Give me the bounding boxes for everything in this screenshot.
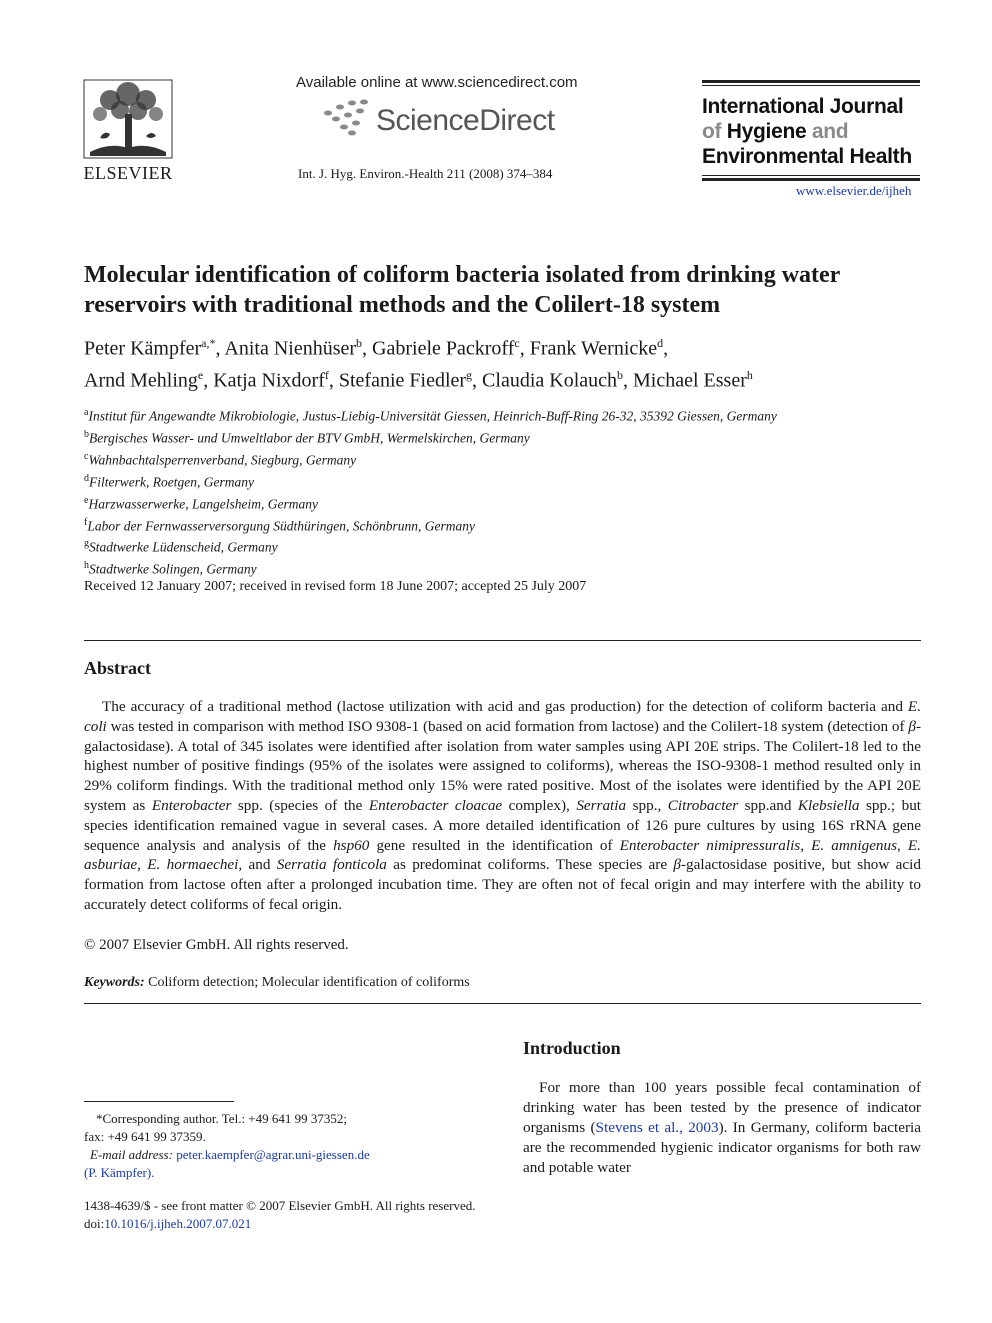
abstract-segment: spp.; but species identification remained vague in several cases. A more detailed identification of 126 pure cultures by using 16S rRNA gene sequence analysis and analysis of the <box>84 796 922 854</box>
abstract-italic-term: Serratia fonticola <box>276 856 387 874</box>
masthead-rule <box>702 175 920 176</box>
abstract-italic-term: β <box>673 856 681 874</box>
abstract-copyright: © 2007 Elsevier GmbH. All rights reserved. <box>84 937 349 953</box>
affiliation-mark: g <box>84 538 89 550</box>
received-dates: Received 12 January 2007; received in revised form 18 June 2007; accepted 25 July 2007 <box>84 579 587 594</box>
tree-icon <box>80 78 176 160</box>
footnote-phone: *Corresponding author. Tel.: +49 641 99 37352; <box>96 1111 347 1126</box>
author-name: Michael Esser <box>633 369 747 392</box>
abstract-segment: -galactosidase). A total of 345 isolates were identified after isolation from water samples using API 20E strips. The Colilert-18 led to the highest number of positive findings (95% of the isolates were assigned to coliforms), whereas the ISO-9308-1 method resulted only in 29% coliform findings. With the traditional method only 15% were rated positive. Most of the isolates were identified by the API 20E system as <box>84 717 921 814</box>
affiliation-item <box>84 492 924 514</box>
affiliation-item <box>84 426 924 448</box>
masthead-rule <box>702 80 920 83</box>
abstract-segment: was tested in comparison with method ISO 9308-1 (based on acid formation from lactose) and the Colilert-18 system (detection of <box>106 717 909 735</box>
affiliation-text: Stadtwerke Lüdenscheid, Germany <box>89 539 278 555</box>
abstract-italic-term: β <box>908 717 916 735</box>
abstract-italic-term: Enterobacter cloacae <box>368 796 503 814</box>
affiliation-item <box>84 557 924 579</box>
author-name: Stefanie Fiedler <box>338 369 467 392</box>
introduction-heading: Introduction <box>523 1038 621 1058</box>
journal-name <box>702 94 920 169</box>
doi-link[interactable]: 10.1016/j.ijheh.2007.07.021 <box>104 1216 252 1231</box>
author-affiliation-mark: a,* <box>201 336 216 350</box>
abstract-segment: and <box>242 856 277 874</box>
affiliation-item <box>84 448 924 470</box>
abstract-segment: -galactosidase positive, but show acid formation from lactose often after a prolonged incubation time. They are often not of fecal origin and may interfere with the ability to accurately detect coliforms of fecal origin. <box>84 856 921 913</box>
author-name: Arnd Mehling <box>84 369 198 392</box>
journal-name-line3: Environmental Health <box>702 145 912 168</box>
author-affiliation-mark: f <box>324 367 329 382</box>
footnote-email-line: E-mail address: peter.kaempfer@agrar.uni-giessen.de <box>90 1147 370 1162</box>
affiliation-item <box>84 535 924 557</box>
keywords-label: Keywords: <box>84 975 145 990</box>
section-divider <box>84 640 921 641</box>
abstract-italic-term: E. amnigenus <box>811 836 898 854</box>
abstract-segment: , <box>800 836 812 854</box>
available-online: Available online at www.sciencedirect.com <box>296 74 578 91</box>
affiliation-item <box>84 404 924 426</box>
footnote-rule <box>84 1101 234 1102</box>
citation-link[interactable]: Stevens et al., 2003 <box>595 1119 719 1136</box>
affiliation-mark: b <box>84 428 89 440</box>
affiliation-item <box>84 470 924 492</box>
email-link[interactable]: peter.kaempfer@agrar.uni-giessen.de <box>176 1147 370 1162</box>
affiliation-text: Institut für Angewandte Mikrobiologie, Justus-Liebig-Universität Giessen, Heinrich-Buff-Ring 26-32, 35392 Giessen, Germany <box>88 408 777 424</box>
abstract-segment: The accuracy of a traditional method (lactose utilization with acid and gas production) for the detection of coliform bacteria and <box>102 698 908 715</box>
abstract-italic-term: Klebsiella <box>797 796 860 814</box>
journal-citation: Int. J. Hyg. Environ.-Health 211 (2008) 374–384 <box>298 166 553 181</box>
author-name: Frank Wernicke <box>529 337 658 360</box>
abstract-segment: spp. (species of the <box>231 796 369 814</box>
front-matter <box>84 1197 476 1233</box>
affiliation-text: Stadtwerke Solingen, Germany <box>89 561 257 577</box>
doi-line: doi:10.1016/j.ijheh.2007.07.021 <box>84 1216 252 1231</box>
journal-url-link[interactable]: www.elsevier.de/ijheh <box>796 183 912 198</box>
abstract-italic-term: Serratia <box>576 796 627 814</box>
author-affiliation-mark: d <box>657 336 664 350</box>
author-affiliation-mark: c <box>514 336 520 350</box>
abstract-italic-term: hsp60 <box>333 836 370 854</box>
author-affiliation-mark: h <box>746 367 753 382</box>
email-name-link[interactable]: (P. Kämpfer). <box>84 1165 155 1180</box>
author-name: Anita Nienhüser <box>224 337 357 360</box>
abstract-segment: spp.and <box>738 796 798 814</box>
abstract-segment: gene resulted in the identification of <box>369 836 620 854</box>
author-affiliation-mark: g <box>466 367 473 382</box>
affiliation-text: Labor der Fernwasserversorgung Südthüringen, Schönbrunn, Germany <box>87 518 475 534</box>
abstract-segment: , <box>897 836 908 854</box>
abstract-segment: complex), <box>502 796 577 814</box>
abstract-heading: Abstract <box>84 658 151 678</box>
masthead-rule <box>702 178 920 181</box>
affiliation-text: Bergisches Wasser- und Umweltlabor der BTV GmbH, Wermelskirchen, Germany <box>89 430 530 446</box>
affiliation-item <box>84 514 924 536</box>
author-list: Peter Kämpfer$^{a,*}$, Anita Nienhüser$^b$, Gabriele Packroff$^c$, Frank Wernicke$^d$, Arnd Mehling$^e$, Katja Nixdorf$^f$, Stefanie Fiedler$^g$, Claudia Kolauch$^b$, Michael Esser$^h$ <box>84 336 753 392</box>
elsevier-tree-logo <box>80 78 176 160</box>
affiliation-text: Harzwasserwerke, Langelsheim, Germany <box>88 496 318 512</box>
journal-name-line1: International Journal <box>702 95 904 118</box>
author-affiliation-mark: b <box>356 336 363 350</box>
author-affiliation-mark: e <box>197 367 204 382</box>
affiliation-mark: h <box>84 560 89 572</box>
article-title: Molecular identification of coliform bacteria isolated from drinking water reservoirs with traditional methods and the Colilert-18 system <box>84 262 840 318</box>
abstract-text <box>84 697 921 915</box>
introduction-text: For more than 100 years possible fecal contamination of drinking water has been tested by the presence of indicator organisms (Stevens et al., 2003). In Germany, coliform bacteria are the recommended hygienic indicator organisms for both raw and potable water <box>523 1079 921 1176</box>
affiliation-mark: f <box>84 516 88 528</box>
section-divider <box>84 1003 921 1004</box>
affiliation-text: Wahnbachtalsperrenverband, Siegburg, Germany <box>88 452 357 468</box>
author-name: Claudia Kolauch <box>482 369 618 392</box>
affiliation-mark: e <box>84 494 89 506</box>
issn-line: 1438-4639/$ - see front matter © 2007 Elsevier GmbH. All rights reserved. <box>84 1198 476 1213</box>
abstract-segment: spp., <box>626 796 668 814</box>
corresponding-author-footnote <box>84 1110 424 1182</box>
affiliation-mark: d <box>84 472 89 484</box>
abstract-italic-term: Citrobacter <box>667 796 739 814</box>
author-name: Peter Kämpfer <box>84 337 202 360</box>
publisher-name: ELSEVIER <box>83 163 173 183</box>
abstract-italic-term: Enterobacter <box>151 796 232 814</box>
affiliation-mark: a <box>84 407 89 418</box>
footnote-fax: fax: +49 641 99 37359. <box>84 1129 206 1144</box>
keywords <box>84 975 470 991</box>
abstract-italic-term: Enterobacter nimipressuralis <box>619 836 801 854</box>
sciencedirect-wordmark: ScienceDirect <box>376 104 555 137</box>
abstract-italic-term: E. coli <box>84 698 921 735</box>
masthead-rule <box>702 85 920 86</box>
author-affiliation-mark: b <box>617 367 624 382</box>
author-name: Gabriele Packroff <box>372 337 515 360</box>
author-name: Katja Nixdorf <box>213 369 325 392</box>
keywords-text: Coliform detection; Molecular identification of coliforms <box>144 975 470 990</box>
journal-name-line2: of Hygiene and <box>702 120 849 143</box>
affiliation-mark: c <box>84 450 89 462</box>
affiliation-list <box>84 404 924 579</box>
journal-masthead <box>702 80 920 181</box>
affiliation-text: Filterwerk, Roetgen, Germany <box>89 474 254 490</box>
sciencedirect-dots-icon <box>322 99 374 142</box>
abstract-italic-term: E. asburiae, E. hormaechei, <box>84 836 921 874</box>
abstract-segment: as predominat coliforms. These species are <box>386 856 674 874</box>
